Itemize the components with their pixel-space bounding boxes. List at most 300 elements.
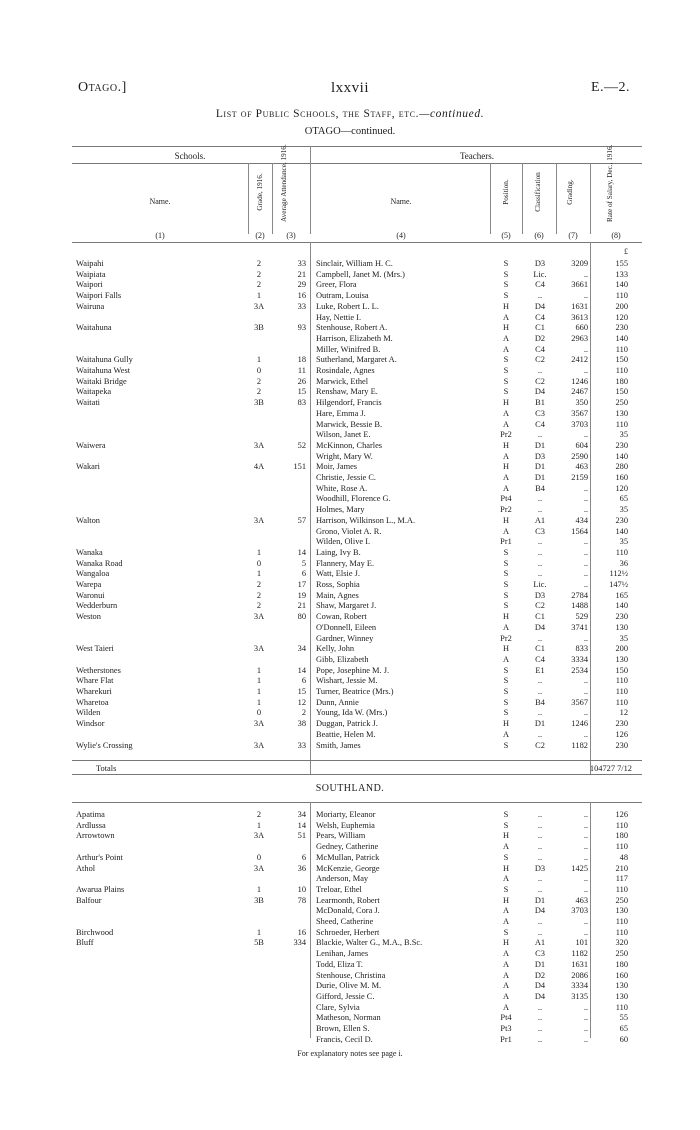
grade-cell: 2 xyxy=(256,580,262,589)
table-row xyxy=(0,687,700,696)
school-name-cell: Waitahuna West xyxy=(76,366,131,375)
position-cell: A xyxy=(502,654,510,664)
salary-cell: 133 xyxy=(615,269,628,279)
attendance-cell: 11 xyxy=(297,366,306,375)
grading-cell: 2159 xyxy=(571,473,588,482)
grade-cell: 1 xyxy=(256,927,262,937)
table-row xyxy=(0,302,700,311)
classification-cell: .. xyxy=(537,729,543,739)
teacher-name-cell: Beattie, Helen M. xyxy=(316,729,376,739)
table-row xyxy=(0,259,700,268)
teacher-name-cell: Treloar, Ethel xyxy=(316,884,362,894)
teacher-name-cell: Hay, Nettie I. xyxy=(316,312,362,322)
table-row xyxy=(0,874,700,883)
classification-cell: Lic. xyxy=(533,580,547,589)
table-row xyxy=(0,655,700,664)
attendance-cell: 12 xyxy=(297,697,306,707)
salary-cell: 130 xyxy=(615,622,628,632)
classification-cell: .. xyxy=(537,1024,543,1033)
grading-cell: .. xyxy=(583,366,588,375)
table-row xyxy=(0,864,700,873)
position-cell: A xyxy=(502,949,510,959)
teachers-group-header: Teachers. xyxy=(459,151,495,161)
grade-cell: 3A xyxy=(253,863,265,873)
salary-cell: 130 xyxy=(615,654,628,664)
table-row xyxy=(0,719,700,728)
salary-cell: 140 xyxy=(615,333,628,343)
grading-cell: .. xyxy=(583,874,588,884)
grading-cell: .. xyxy=(583,494,588,504)
table-row xyxy=(0,313,700,322)
school-name-cell: Wanaka xyxy=(76,547,103,557)
table-row xyxy=(0,291,700,300)
salary-cell: 110 xyxy=(615,676,628,686)
salary-cell: 110 xyxy=(615,842,628,852)
table-row xyxy=(0,420,700,429)
teacher-name-cell: Holmes, Mary xyxy=(316,505,365,515)
salary-cell: 210 xyxy=(615,863,628,873)
grading-cell: 3703 xyxy=(571,906,588,916)
school-name-cell: Warepa xyxy=(76,580,102,589)
col-num-8: (8) xyxy=(611,231,621,240)
grade-cell: 3B xyxy=(254,323,264,333)
attendance-cell: 21 xyxy=(297,601,306,611)
salary-cell: 140 xyxy=(615,601,628,611)
attendance-cell: 2 xyxy=(301,708,306,718)
grading-header: Grading. xyxy=(566,179,574,205)
teacher-name-cell: Kelly, John xyxy=(316,644,355,654)
school-name-cell: Arrowtown xyxy=(76,831,115,841)
classification-cell: .. xyxy=(537,820,543,830)
position-cell: A xyxy=(502,970,510,980)
position-cell: Pt3 xyxy=(500,1024,512,1033)
table-row xyxy=(0,355,700,364)
classification-cell: .. xyxy=(537,842,543,852)
school-name-cell: Arthur's Point xyxy=(76,852,123,862)
classification-cell: C3 xyxy=(535,408,545,418)
attendance-cell: 334 xyxy=(293,938,306,948)
grade-cell: 4A xyxy=(253,462,265,472)
classification-cell: .. xyxy=(537,1013,543,1023)
classification-cell: C3 xyxy=(535,949,545,959)
currency-symbol: £ xyxy=(624,247,628,256)
position-cell: A xyxy=(502,333,510,343)
school-name-cell: Athol xyxy=(76,863,96,873)
table-row xyxy=(0,580,700,589)
table-row xyxy=(0,334,700,343)
salary-cell: 112½ xyxy=(609,569,628,579)
classification-cell: C3 xyxy=(535,526,545,536)
grading-cell: .. xyxy=(583,729,588,739)
grading-cell: .. xyxy=(583,1013,588,1023)
position-cell: A xyxy=(502,906,510,916)
table-row xyxy=(0,591,700,600)
grading-cell: 1246 xyxy=(571,376,588,386)
classification-cell: D4 xyxy=(534,387,546,397)
salary-cell: 140 xyxy=(615,451,628,461)
classification-cell: .. xyxy=(537,537,543,547)
position-cell: Pt4 xyxy=(500,1013,512,1023)
grading-cell: .. xyxy=(583,633,588,643)
grade-cell: 2 xyxy=(256,269,262,279)
table-row xyxy=(0,494,700,503)
classification-cell: D1 xyxy=(534,473,546,482)
grading-cell: .. xyxy=(583,580,588,589)
table-row xyxy=(0,1024,700,1033)
table-row xyxy=(0,280,700,289)
grading-cell: 101 xyxy=(575,938,588,948)
classification-cell: B1 xyxy=(535,398,545,408)
teacher-name-cell: Cowan, Robert xyxy=(316,612,367,622)
totals-value: 104727 7/12 xyxy=(589,764,632,773)
position-cell: S xyxy=(503,665,509,675)
classification-cell: D4 xyxy=(534,301,546,311)
school-name-cell: Bluff xyxy=(76,938,94,948)
table-row xyxy=(0,708,700,717)
teacher-name-cell: Gedney, Catherine xyxy=(316,842,379,852)
region-subtitle: OTAGO—continued. xyxy=(304,126,396,137)
salary-header: Rate of Salary, Dec., 1916. xyxy=(606,144,614,222)
col-num-5: (5) xyxy=(501,231,511,240)
classification-cell: .. xyxy=(537,494,543,504)
salary-cell: 48 xyxy=(619,852,628,862)
position-cell: S xyxy=(503,927,509,937)
grading-cell: .. xyxy=(583,917,588,926)
teacher-name-cell: Harrison, Wilkinson L., M.A. xyxy=(316,515,416,525)
classification-cell: D4 xyxy=(534,622,546,632)
grade-cell: 1 xyxy=(256,355,262,365)
salary-cell: 140 xyxy=(615,280,628,290)
salary-cell: 180 xyxy=(615,376,628,386)
classification-cell: C1 xyxy=(535,323,545,333)
table-row xyxy=(0,345,700,354)
position-cell: H xyxy=(502,515,510,525)
grade-cell: 2 xyxy=(256,259,262,268)
teacher-name-cell: Laing, Ivy B. xyxy=(316,547,361,557)
table-row xyxy=(0,484,700,493)
school-name-cell: Birchwood xyxy=(76,927,114,937)
school-name-header: Name. xyxy=(149,197,171,206)
table-row xyxy=(0,387,700,396)
position-cell: H xyxy=(502,938,510,948)
school-name-cell: Apatima xyxy=(76,810,105,819)
grading-cell: .. xyxy=(583,687,588,696)
table-row xyxy=(0,527,700,536)
classification-cell: C2 xyxy=(535,601,545,611)
table-row xyxy=(0,452,700,461)
classification-cell: .. xyxy=(537,676,543,686)
salary-cell: 130 xyxy=(615,906,628,916)
position-cell: S xyxy=(503,269,509,279)
classification-cell: .. xyxy=(537,687,543,696)
attendance-cell: 34 xyxy=(297,810,306,819)
table-row xyxy=(0,949,700,958)
attendance-cell: 6 xyxy=(301,852,306,862)
grade-cell: 3B xyxy=(254,398,264,408)
position-cell: H xyxy=(502,612,510,622)
attendance-cell: 16 xyxy=(297,927,306,937)
attendance-cell: 19 xyxy=(297,590,306,600)
grading-cell: .. xyxy=(583,537,588,547)
attendance-cell: 33 xyxy=(297,740,306,750)
classification-cell: A1 xyxy=(534,515,546,525)
grading-cell: .. xyxy=(583,505,588,515)
classification-cell: B4 xyxy=(535,483,545,493)
classification-cell: B4 xyxy=(535,697,545,707)
table-row xyxy=(0,831,700,840)
table-row xyxy=(0,1035,700,1044)
grading-cell: 3334 xyxy=(571,981,588,991)
position-cell: H xyxy=(502,301,510,311)
attendance-cell: 15 xyxy=(297,687,306,696)
attendance-cell: 34 xyxy=(297,644,306,654)
salary-cell: 230 xyxy=(615,323,628,333)
position-cell: H xyxy=(502,462,510,472)
page-number: lxxvii xyxy=(330,80,369,96)
salary-cell: 150 xyxy=(615,665,628,675)
attendance-cell: 33 xyxy=(297,301,306,311)
table-row xyxy=(0,505,700,514)
grading-cell: 2467 xyxy=(571,387,588,397)
grading-cell: 3661 xyxy=(571,280,588,290)
school-name-cell: Wanaka Road xyxy=(76,558,123,568)
teacher-name-cell: Schroeder, Herbert xyxy=(316,927,380,937)
salary-cell: 110 xyxy=(615,366,628,375)
page-title xyxy=(0,108,700,120)
col-num-6: (6) xyxy=(534,231,544,240)
grading-cell: 2534 xyxy=(571,665,588,675)
classification-cell: Lic. xyxy=(533,269,547,279)
grade-cell: 1 xyxy=(256,884,262,894)
position-cell: S xyxy=(503,376,509,386)
table-row xyxy=(0,623,700,632)
grading-cell: 2784 xyxy=(571,590,588,600)
classification-cell: .. xyxy=(537,633,543,643)
table-row xyxy=(0,1013,700,1022)
salary-cell: 200 xyxy=(615,644,628,654)
classification-cell: D1 xyxy=(534,719,546,729)
position-cell: S xyxy=(503,547,509,557)
table-row xyxy=(0,323,700,332)
table-row xyxy=(0,462,700,471)
teacher-name-cell: Grono, Violet A. R. xyxy=(316,526,382,536)
teacher-name-cell: Luke, Robert L. L. xyxy=(316,301,379,311)
classification-cell: .. xyxy=(537,917,543,926)
grading-cell: 350 xyxy=(575,398,588,408)
salary-cell: 110 xyxy=(615,927,628,937)
classification-cell: D3 xyxy=(534,863,546,873)
grading-cell: .. xyxy=(583,676,588,686)
teacher-name-cell: Todd, Eliza T. xyxy=(316,959,364,969)
position-cell: S xyxy=(503,259,509,268)
position-cell: A xyxy=(502,344,510,354)
table-row xyxy=(0,601,700,610)
classification-cell: E1 xyxy=(535,665,545,675)
teacher-name-cell: McKenzie, George xyxy=(316,863,380,873)
teacher-name-cell: Gifford, Jessie C. xyxy=(316,991,375,1001)
grade-cell: 5B xyxy=(254,938,264,948)
grading-cell: .. xyxy=(583,569,588,579)
salary-cell: 110 xyxy=(615,344,628,354)
salary-cell: 150 xyxy=(615,387,628,397)
salary-cell: 35 xyxy=(619,537,628,547)
school-name-cell: Windsor xyxy=(76,719,105,729)
classification-cell: .. xyxy=(537,505,543,515)
school-name-cell: Wakari xyxy=(76,462,100,472)
schools-teachers-divider xyxy=(310,146,311,234)
position-cell: A xyxy=(502,991,510,1001)
teacher-name-cell: Moir, James xyxy=(316,462,358,472)
grading-cell: 1182 xyxy=(571,949,588,959)
classification-cell: D3 xyxy=(534,590,546,600)
classification-cell: C2 xyxy=(535,355,545,365)
col-rule-5 xyxy=(490,163,491,234)
classification-cell: C2 xyxy=(535,740,545,750)
teacher-name-cell: Rosindale, Agnes xyxy=(316,366,375,375)
classification-cell: D3 xyxy=(534,451,546,461)
position-cell: A xyxy=(502,959,510,969)
classification-cell: .. xyxy=(537,852,543,862)
totals-row xyxy=(0,764,700,773)
school-name-cell: Walton xyxy=(76,515,100,525)
school-name-cell: Wedderburn xyxy=(76,601,118,611)
grade-cell: 0 xyxy=(256,558,262,568)
grading-cell: 3567 xyxy=(571,697,588,707)
grade-cell: 2 xyxy=(256,280,262,290)
grade-cell: 0 xyxy=(256,366,262,375)
attendance-cell: 15 xyxy=(297,387,306,397)
grade-cell: 3A xyxy=(253,612,265,622)
salary-cell: 110 xyxy=(615,291,628,301)
col-num-1: (1) xyxy=(155,231,165,240)
grading-cell: 1564 xyxy=(571,526,588,536)
grading-cell: 1631 xyxy=(571,959,588,969)
grading-cell: 833 xyxy=(575,644,588,654)
salary-cell: 120 xyxy=(615,483,628,493)
school-name-cell: Balfour xyxy=(76,895,102,905)
attendance-cell: 16 xyxy=(297,291,306,301)
table-row xyxy=(0,810,700,819)
col-num-2: (2) xyxy=(255,231,265,240)
classification-cell: D3 xyxy=(534,259,546,268)
classification-cell: .. xyxy=(537,810,543,819)
school-name-cell: Weston xyxy=(76,612,101,622)
teacher-name-cell: Greer, Flora xyxy=(316,280,357,290)
school-name-cell: Waipori Falls xyxy=(76,291,122,301)
position-cell: A xyxy=(502,312,510,322)
table-row xyxy=(0,917,700,926)
teacher-name-header: Name. xyxy=(390,197,412,206)
salary-cell: 110 xyxy=(615,697,628,707)
classification-cell: D2 xyxy=(534,970,546,980)
grading-cell: 1488 xyxy=(571,601,588,611)
table-row xyxy=(0,516,700,525)
teacher-name-cell: Blackie, Walter G., M.A., B.Sc. xyxy=(316,938,423,948)
attendance-cell: 26 xyxy=(297,376,306,386)
position-cell: S xyxy=(503,291,509,301)
grading-cell: .. xyxy=(583,708,588,718)
table-top-rule xyxy=(72,146,642,147)
position-cell: A xyxy=(502,408,510,418)
grading-cell: 2412 xyxy=(571,355,588,365)
table-row xyxy=(0,612,700,621)
position-cell: S xyxy=(503,569,509,579)
attendance-cell: 14 xyxy=(297,820,306,830)
classification-cell: C1 xyxy=(535,644,545,654)
salary-cell: 230 xyxy=(615,740,628,750)
attendance-cell: 5 xyxy=(301,558,306,568)
position-cell: S xyxy=(503,366,509,375)
grading-cell: 3135 xyxy=(571,991,588,1001)
grade-cell: 3A xyxy=(253,644,265,654)
position-cell: H xyxy=(502,863,510,873)
classification-cell: D1 xyxy=(534,959,546,969)
teacher-name-cell: Renshaw, Mary E. xyxy=(316,387,378,397)
position-cell: Pr1 xyxy=(500,1034,512,1044)
salary-cell: 110 xyxy=(615,547,628,557)
teacher-name-cell: Sinclair, William H. C. xyxy=(316,259,393,268)
classification-cell: .. xyxy=(537,708,543,718)
grading-cell: .. xyxy=(583,483,588,493)
teacher-name-cell: Hare, Emma J. xyxy=(316,408,366,418)
attendance-cell: 14 xyxy=(297,547,306,557)
table-row xyxy=(0,676,700,685)
classification-cell: C1 xyxy=(535,612,545,622)
teacher-name-cell: Brown, Ellen S. xyxy=(316,1024,370,1033)
classification-cell: C4 xyxy=(535,419,545,429)
grade-cell: 1 xyxy=(256,291,262,301)
position-cell: S xyxy=(503,387,509,397)
grading-cell: 604 xyxy=(575,440,588,450)
teacher-name-cell: Woodhill, Florence G. xyxy=(316,494,391,504)
attendance-cell: 51 xyxy=(297,831,306,841)
position-cell: S xyxy=(503,708,509,718)
table-row xyxy=(0,906,700,915)
teacher-name-cell: Duggan, Patrick J. xyxy=(316,719,378,729)
salary-cell: 140 xyxy=(615,526,628,536)
attendance-cell: 83 xyxy=(297,398,306,408)
position-cell: H xyxy=(502,644,510,654)
table-row xyxy=(0,885,700,894)
position-cell: A xyxy=(502,842,510,852)
position-cell: A xyxy=(502,981,510,991)
schools-group-header: Schools. xyxy=(174,151,206,161)
school-name-cell: Waipiata xyxy=(76,269,106,279)
col-rule-1 xyxy=(248,163,249,234)
position-cell: S xyxy=(503,810,509,819)
teacher-name-cell: Hilgendorf, Francis xyxy=(316,398,382,408)
table-row xyxy=(0,1003,700,1012)
attendance-cell: 80 xyxy=(297,612,306,622)
grade-cell: 1 xyxy=(256,820,262,830)
grade-cell: 1 xyxy=(256,687,262,696)
teacher-name-cell: Welsh, Euphemia xyxy=(316,820,375,830)
salary-cell: 160 xyxy=(615,473,628,482)
school-name-cell: Whare Flat xyxy=(76,676,114,686)
attendance-cell: 38 xyxy=(297,719,306,729)
salary-cell: 60 xyxy=(619,1034,628,1044)
table-row xyxy=(0,473,700,482)
grade-cell: 3A xyxy=(253,831,265,841)
salary-cell: 250 xyxy=(615,398,628,408)
salary-cell: 110 xyxy=(615,917,628,926)
position-cell: A xyxy=(502,622,510,632)
grading-cell: .. xyxy=(583,1002,588,1012)
southland-heading: SOUTHLAND. xyxy=(315,783,385,794)
col-rule-2 xyxy=(272,163,273,234)
teacher-name-cell: Sutherland, Margaret A. xyxy=(316,355,397,365)
position-cell: S xyxy=(503,676,509,686)
